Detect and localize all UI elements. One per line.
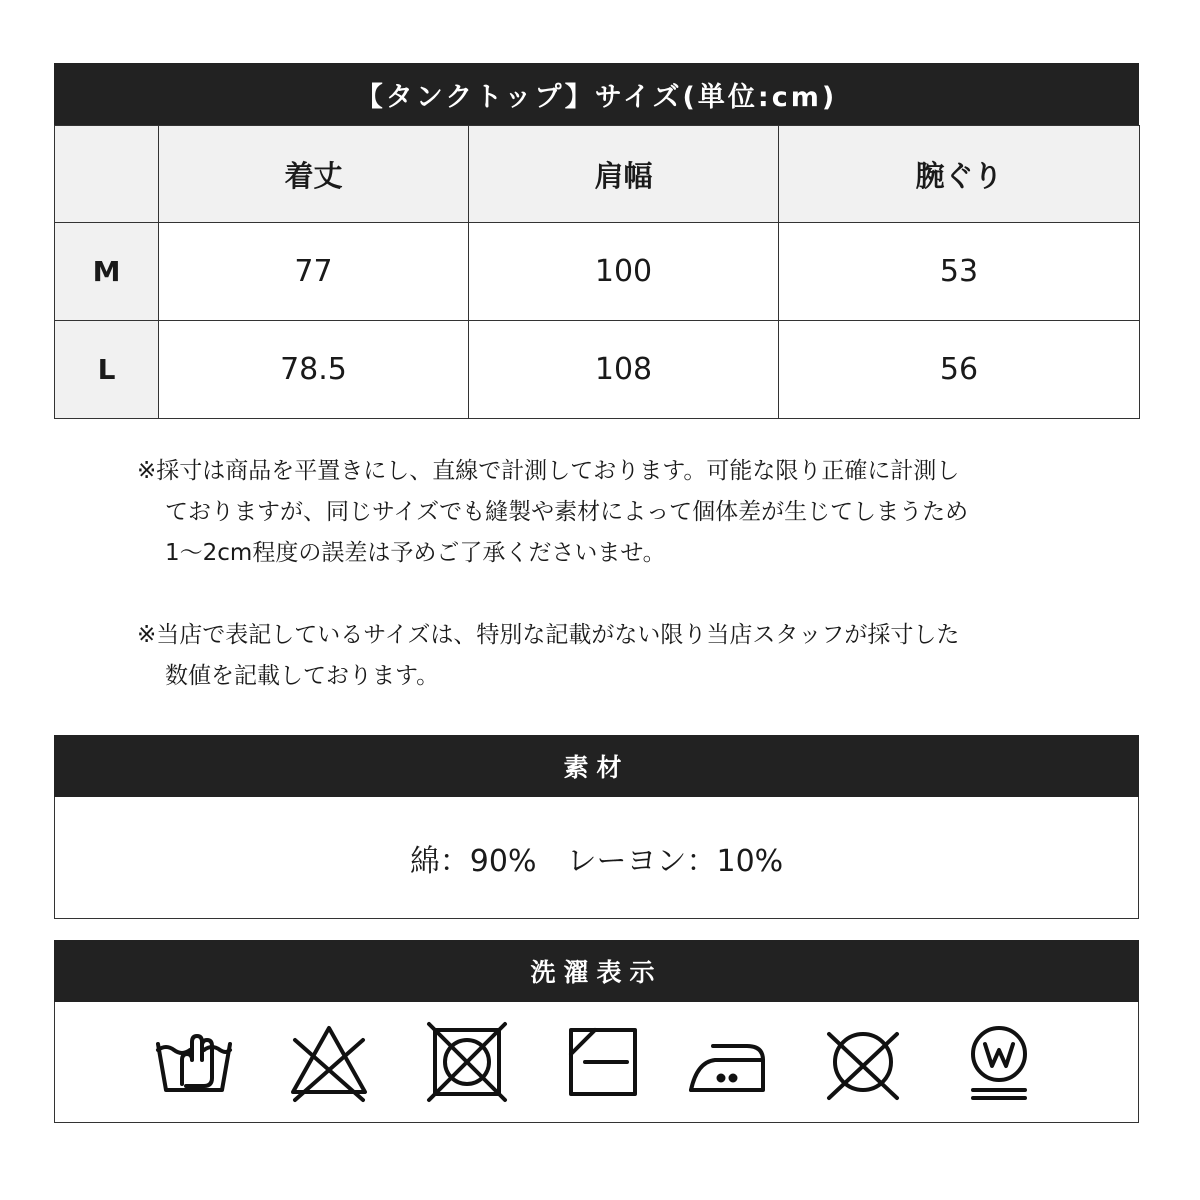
size-label-note-line-1: ※当店で表記しているサイズは、特別な記載がない限り当店スタッフが採寸した [137,622,960,648]
material-section-title-text: 素材 [563,753,630,782]
measurement-note-line-1: ※採寸は商品を平置きにし、直線で計測しております。可能な限り正確に計測し [137,458,960,484]
drip-dry-shade-icon [561,1020,645,1104]
size-row-l [55,321,1140,419]
size-table-corner-cell [55,126,159,223]
measurement-note-line-3: 1～2cm程度の誤差は予めご了承くださいませ。 [165,540,666,566]
care-symbols-box [54,1002,1139,1123]
measurement-note-line-2: ておりますが、同じサイズでも縫製や素材によって個体差が生じてしまうため [165,499,969,525]
size-l-length: 78.5 [159,321,469,419]
size-m-shoulder: 100 [469,223,779,321]
material-composition-box [54,797,1139,919]
no-bleach-icon [287,1020,371,1104]
size-label-note-line-2: 数値を記載しております。 [165,663,440,689]
size-l-armhole: 56 [779,321,1140,419]
iron-medium-icon [685,1020,769,1104]
material-section-title [54,735,1139,797]
size-table [54,125,1140,419]
size-label-l: L [55,321,159,419]
size-l-shoulder: 108 [469,321,779,419]
care-section-title [54,940,1139,1002]
size-section-title-text: 【タンクトップ】サイズ(単位:cm) [355,81,838,113]
no-tumble-dry-icon [425,1020,509,1104]
no-dry-clean-icon [821,1020,905,1104]
size-row-m [55,223,1140,321]
size-table-header-row [55,126,1140,223]
column-header-length: 着丈 [159,126,469,223]
size-m-length: 77 [159,223,469,321]
size-section-title [54,63,1139,125]
care-section-title-text: 洗濯表示 [530,958,663,987]
wet-clean-icon [957,1020,1041,1104]
size-m-armhole: 53 [779,223,1140,321]
hand-wash-icon [152,1020,236,1104]
size-label-note [137,615,1127,697]
material-composition: 綿：90% レーヨン：10% [409,843,784,879]
column-header-armhole: 腕ぐり [779,126,1140,223]
measurement-note [137,451,1127,574]
size-label-m: M [55,223,159,321]
column-header-shoulder: 肩幅 [469,126,779,223]
